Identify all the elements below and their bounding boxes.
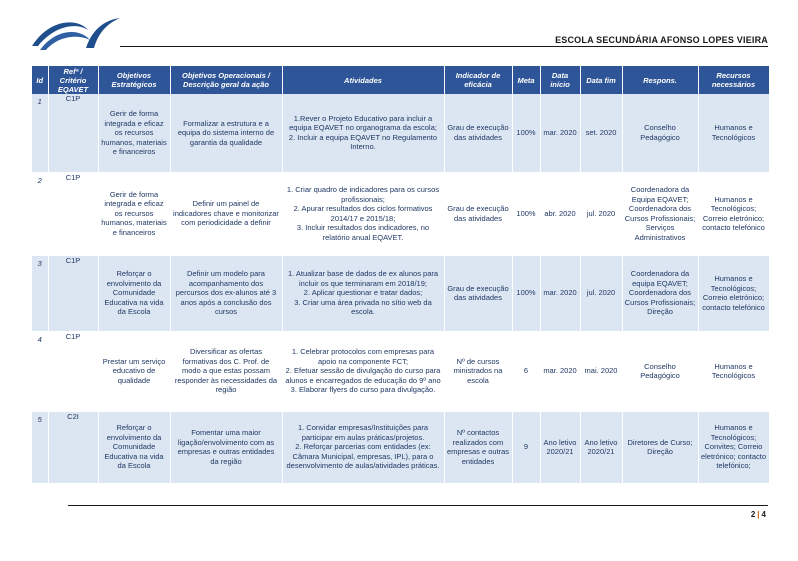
row-indicador: Grau de execução das atividades [444,255,512,331]
footer-rule [68,505,768,506]
table-row [32,172,769,255]
activity-line: 2. Efetuar sessão de divulgação do curso para alunos e encarregados de educação do 9º ano [285,366,441,385]
activity-line: 1.Rever o Projeto Educativo para incluir a equipa EQAVET no organograma da escola; [289,113,437,133]
current-page: 2 [750,510,756,519]
row-obj-op: Definir um painel de indicadores chave e monitorizar com periodicidade a definir [170,172,282,255]
row-id: 3 [32,255,48,331]
activity-line: 2. Apurar resultados dos ciclos formativos 2014/17 e 2015/18; [293,204,433,223]
row-respons: Conselho Pedagógico [622,331,698,411]
row-id: 5 [32,411,48,483]
col-id: Id [32,66,48,94]
row-obj-op: Formalizar a estrutura e a equipa do sistema interno de garantia da qualidade [170,94,282,172]
table-row [32,94,769,172]
row-meta: 100% [512,172,540,255]
row-fim: set. 2020 [580,94,622,172]
row-meta: 100% [512,255,540,331]
activity-line: 1. Celebrar protocolos com empresas para apoio na componente FCT; [291,347,435,366]
col-inicio: Data início [540,66,580,94]
row-recursos: Humanos e Tecnológicos [698,94,769,172]
activity-line: 2. Aplicar questionar e tratar dados; [303,288,423,298]
activity-line: 3. Elaborar flyers do curso para divulgação. [290,385,436,395]
col-indicador: Indicador de eficácia [444,66,512,94]
table-row [32,411,769,483]
row-recursos: Humanos e Tecnológicos; Convites; Correio eletrónico; contacto telefónico; [698,411,769,483]
row-recursos: Humanos e Tecnológicos; Correio eletrónico; contacto telefónico [698,172,769,255]
row-respons: Diretores de Curso; Direção [622,411,698,483]
row-fim: jul. 2020 [580,255,622,331]
row-recursos: Humanos e Tecnológicos [698,331,769,411]
row-atividades [282,172,444,255]
row-id: 4 [32,331,48,411]
col-recursos: Recursos necessários [698,66,769,94]
col-obj-op: Objetivos Operacionais / Descrição geral da ação [170,66,282,94]
activity-line: 1. Atualizar base de dados de ex alunos para incluir os que terminaram em 2018/19; [287,269,439,288]
row-inicio: mar. 2020 [540,94,580,172]
table-row [32,331,769,411]
row-ref: C1P [48,94,98,172]
row-respons: Coordenadora da equipa EQAVET; Coordenadora dos Cursos Profissionais; Direção [622,255,698,331]
row-meta: 100% [512,94,540,172]
row-inicio: mar. 2020 [540,331,580,411]
activity-line: 2. Reforçar parcerias com entidades (ex: Câmara Municipal, empresas, IPL), para o desenvolvimento de aulas/atividades práticas. [286,442,440,471]
row-obj-est: Gerir de forma integrada e eficaz os recursos humanos, materiais e financeiros [98,94,170,172]
activity-line: 1. Criar quadro de indicadores para os cursos profissionais; [286,185,440,204]
row-ref: C2I [48,411,98,483]
action-plan-table [32,66,770,484]
row-obj-est: Prestar um serviço educativo de qualidade [98,331,170,411]
row-ref: C1P [48,172,98,255]
row-indicador: Nº contactos realizados com empresas e outras entidades [444,411,512,483]
row-atividades [282,255,444,331]
col-ref: Refª / Critério EQAVET [48,66,98,94]
row-obj-est: Reforçar o envolvimento da Comunidade Educativa na vida da Escola [98,411,170,483]
activity-line: 3. Criar uma área privada no sítio web da escola. [294,297,432,317]
row-ref: C1P [48,255,98,331]
row-fim: Ano letivo 2020/21 [580,411,622,483]
table-header-row [32,66,769,94]
col-respons: Respons. [622,66,698,94]
col-atividades: Atividades [282,66,444,94]
row-fim: jul. 2020 [580,172,622,255]
activity-line: 1. Convidar empresas/Instituições para participar em aulas práticas/projetos. [297,423,429,442]
row-respons: Coordenadora da Equipa EQAVET; Coordenadora dos Cursos Profissionais; Serviços Administrativos [622,172,698,255]
row-obj-est: Reforçar o envolvimento da Comunidade Educativa na vida da Escola [98,255,170,331]
row-obj-op: Definir um modelo para acompanhamento dos percursos dos ex-alunos até 3 anos após a conclusão dos cursos [170,255,282,331]
row-obj-op: Diversificar as ofertas formativas dos C. Prof. de modo a que estas possam responder às necessidades da região [170,331,282,411]
row-obj-op: Fomentar uma maior ligação/envolvimento com as empresas e outras entidades da região [170,411,282,483]
row-meta: 9 [512,411,540,483]
school-logo [30,12,122,52]
page-number [751,510,766,519]
row-obj-est: Gerir de forma integrada e eficaz os recursos humanos, materiais e financeiros [98,172,170,255]
page-separator: | [757,510,760,519]
row-atividades [282,94,444,172]
activity-line: 3. Incluir resultados dos indicadores, no relatório anual EQAVET. [296,223,430,242]
row-meta: 6 [512,331,540,411]
col-fim: Data fim [580,66,622,94]
header-rule [120,46,768,47]
row-id: 2 [32,172,48,255]
row-indicador: Grau de execução das atividades [444,172,512,255]
row-inicio: mar. 2020 [540,255,580,331]
row-fim: mai. 2020 [580,331,622,411]
row-respons: Conselho Pedagógico [622,94,698,172]
row-indicador: Nº de cursos ministrados na escola [444,331,512,411]
row-id: 1 [32,94,48,172]
row-ref: C1P [48,331,98,411]
table-row [32,255,769,331]
row-atividades [282,411,444,483]
row-inicio: Ano letivo 2020/21 [540,411,580,483]
row-atividades [282,331,444,411]
col-meta: Meta [512,66,540,94]
row-recursos: Humanos e Tecnológicos; Correio eletrónico; contacto telefónico [698,255,769,331]
row-indicador: Grau de execução das atividades [444,94,512,172]
activity-line: 2. Incluir a equipa EQAVET no Regulamento Interno. [288,132,438,152]
row-inicio: abr. 2020 [540,172,580,255]
school-name: ESCOLA SECUNDÁRIA AFONSO LOPES VIEIRA [555,35,768,45]
col-obj-est: Objetivos Estratégicos [98,66,170,94]
total-pages: 4 [761,510,766,519]
